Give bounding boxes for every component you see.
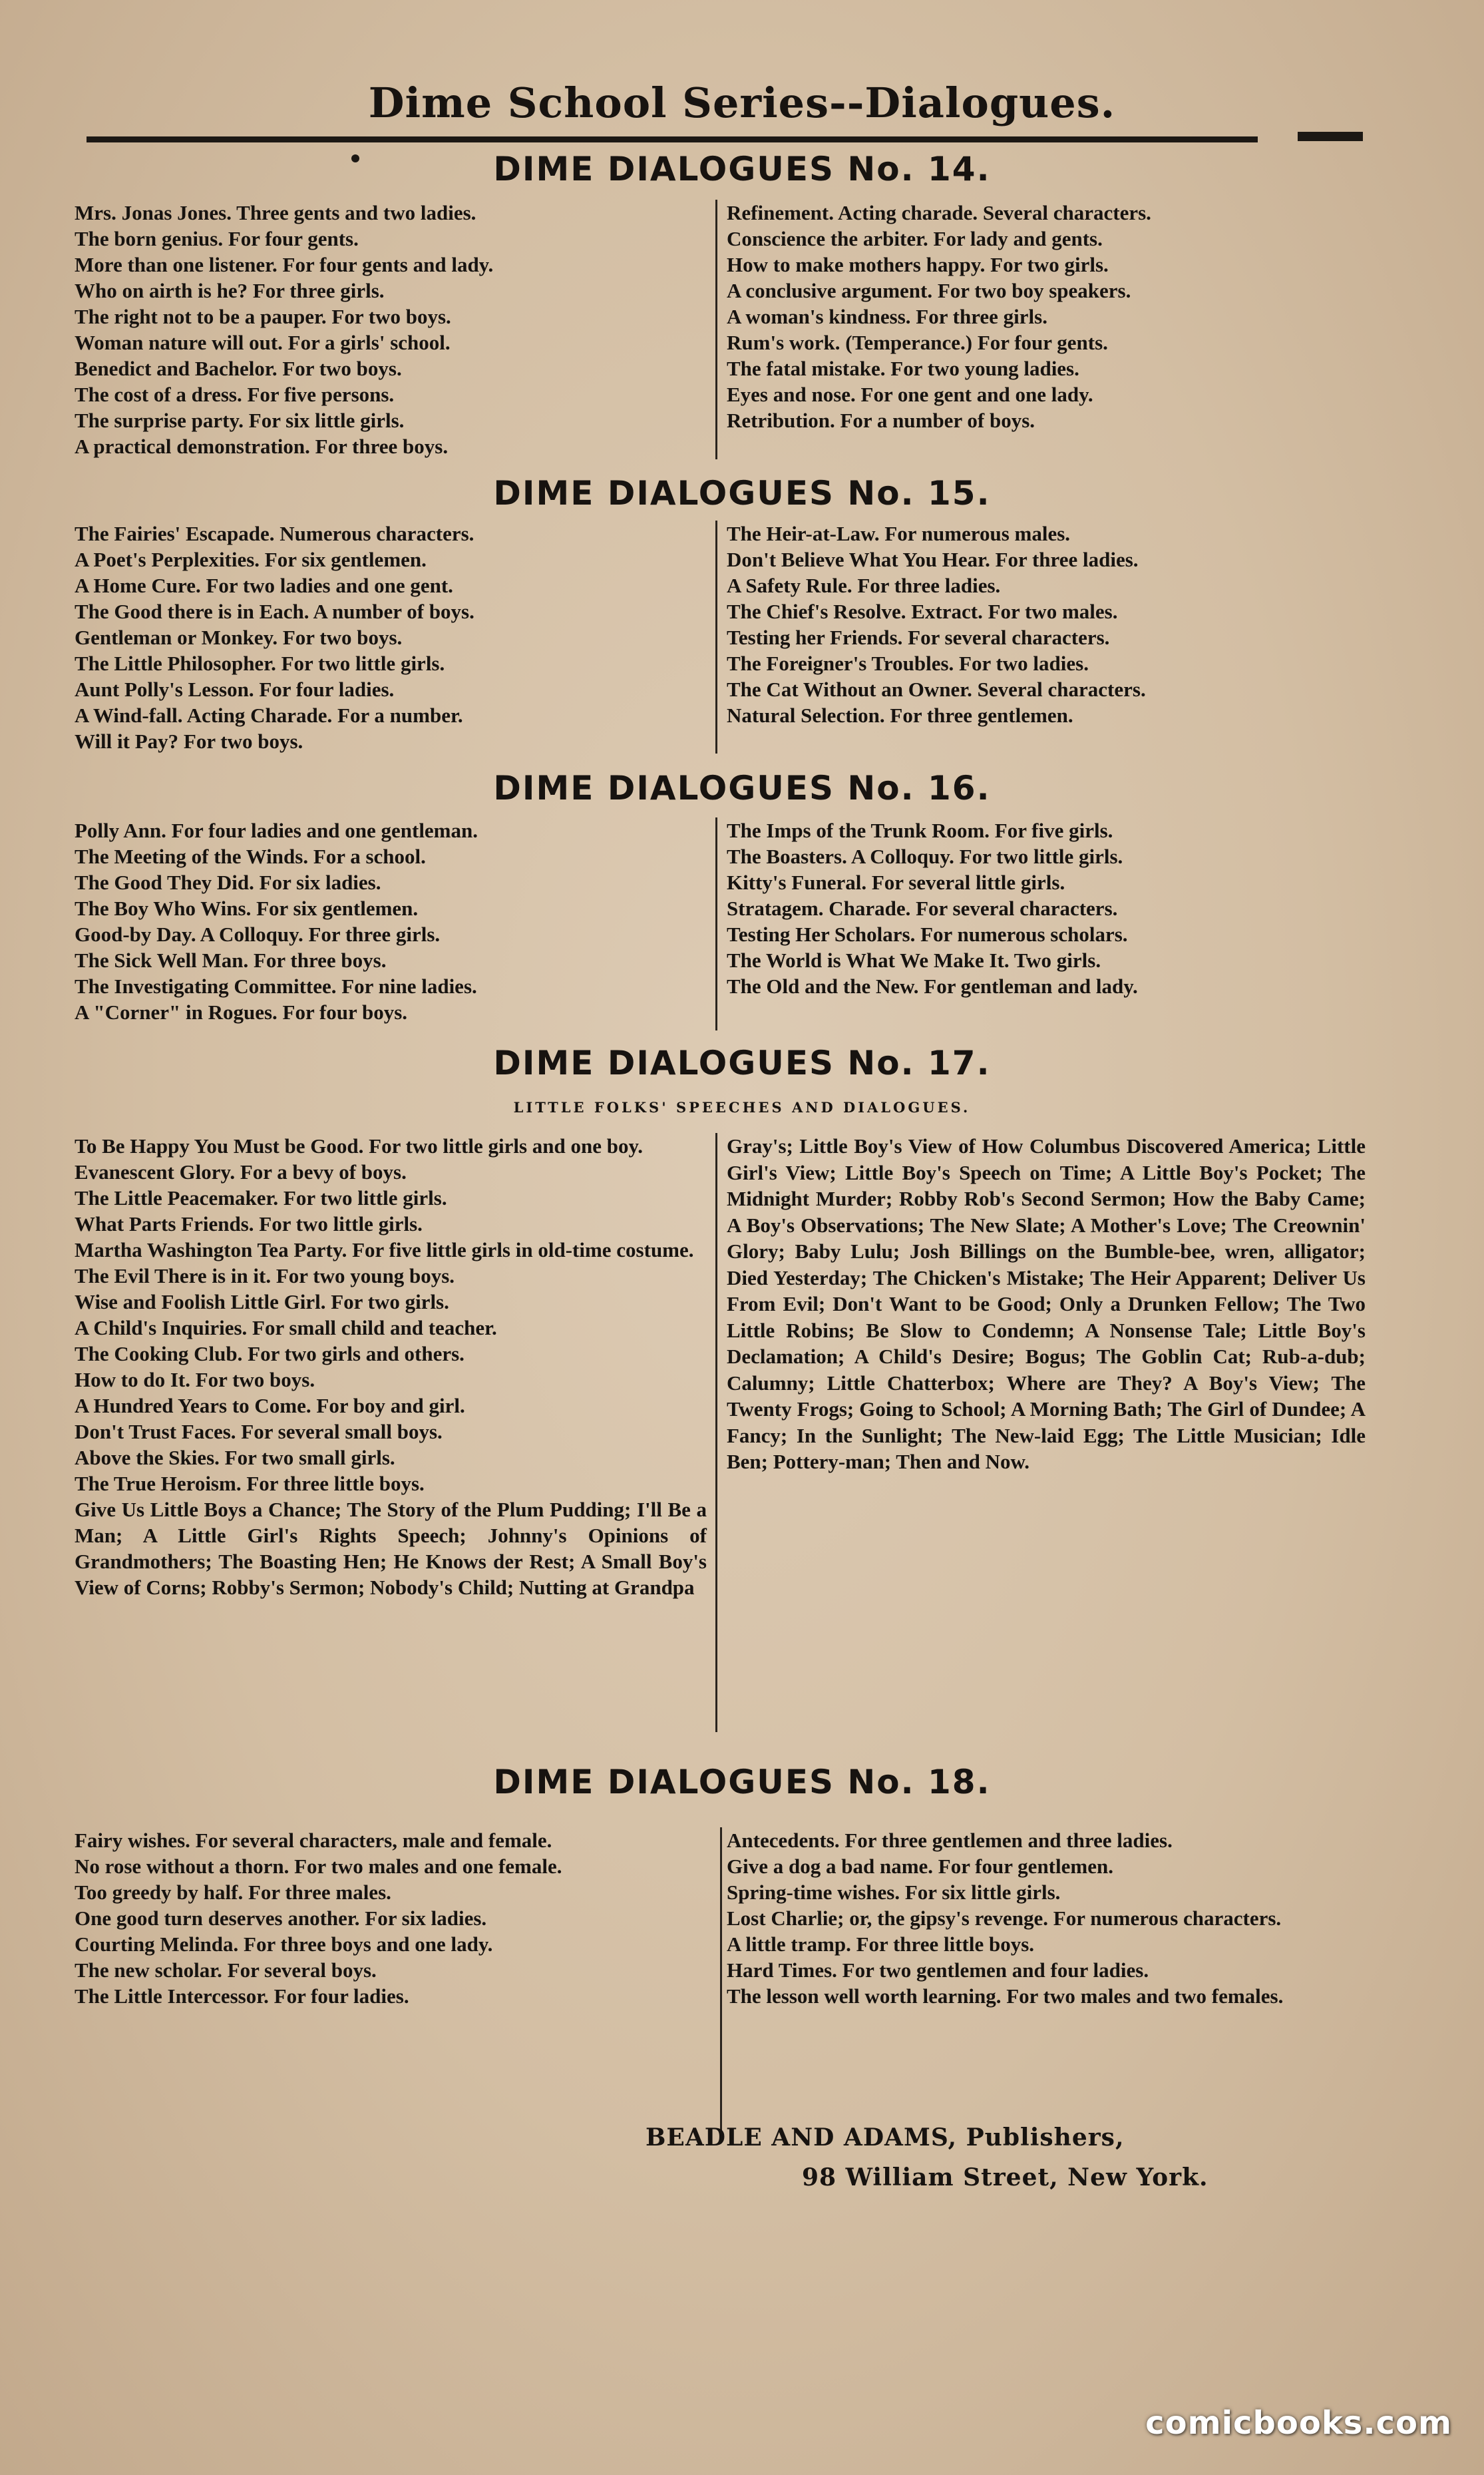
column-divider: [720, 1827, 722, 2134]
list-item: The cost of a dress. For five persons.: [75, 383, 395, 406]
page-header-title: Dime School Series--Dialogues.: [368, 79, 1116, 127]
list-item: How to do It. For two boys.: [75, 1368, 315, 1391]
list-item: The Little Peacemaker. For two little girls.: [75, 1186, 447, 1210]
list-item: The Evil There is in it. For two young boys.: [75, 1264, 455, 1287]
list-item: Fairy wishes. For several characters, male and female.: [75, 1829, 552, 1852]
section-15-left-list: [75, 521, 713, 754]
section-15-right-list: [727, 521, 1392, 728]
list-item: A Poet's Perplexities. For six gentlemen.: [75, 548, 427, 571]
list-item: Natural Selection. For three gentlemen.: [727, 704, 1073, 727]
column-divider: [715, 521, 717, 754]
list-item: Don't Believe What You Hear. For three ladies.: [727, 548, 1139, 571]
list-item: A little tramp. For three little boys.: [727, 1932, 1035, 1956]
list-item: The Boy Who Wins. For six gentlemen.: [75, 897, 419, 920]
section-18-left-list: [75, 1827, 710, 2009]
list-item: Polly Ann. For four ladies and one gentleman.: [75, 819, 478, 842]
section-subtitle: LITTLE FOLKS' SPEECHES AND DIALOGUES.: [513, 1099, 971, 1116]
list-item: Spring-time wishes. For six little girls.: [727, 1881, 1061, 1904]
list-item: The Little Intercessor. For four ladies.: [75, 1984, 409, 2008]
list-item: Retribution. For a number of boys.: [727, 409, 1035, 432]
list-item: Courting Melinda. For three boys and one lady.: [75, 1932, 493, 1956]
list-item: Hard Times. For two gentlemen and four ladies.: [727, 1958, 1149, 1982]
list-item: Who on airth is he? For three girls.: [75, 279, 385, 302]
list-item: The fatal mistake. For two young ladies.: [727, 357, 1079, 380]
section-title-14: DIME DIALOGUES No. 14.: [493, 150, 991, 188]
list-item: The right not to be a pauper. For two boys.: [75, 305, 451, 328]
list-item: The Cooking Club. For two girls and others.: [75, 1342, 464, 1365]
list-item: A conclusive argument. For two boy speakers.: [727, 279, 1131, 302]
column-divider: [715, 1133, 717, 1732]
list-item: To Be Happy You Must be Good. For two little girls and one boy.: [75, 1134, 644, 1158]
list-item: The Good there is in Each. A number of boys.: [75, 600, 474, 623]
list-item: A "Corner" in Rogues. For four boys.: [75, 1001, 408, 1024]
section-16-left-list: [75, 817, 713, 1025]
list-item: What Parts Friends. For two little girls.: [75, 1212, 423, 1236]
list-item: Mrs. Jonas Jones. Three gents and two ladies.: [75, 201, 476, 224]
list-item: More than one listener. For four gents and lady.: [75, 253, 494, 276]
list-item: Conscience the arbiter. For lady and gents.: [727, 227, 1103, 250]
list-item: Wise and Foolish Little Girl. For two girls.: [75, 1290, 449, 1313]
list-item: Evanescent Glory. For a bevy of boys.: [75, 1160, 407, 1184]
list-item: The Sick Well Man. For three boys.: [75, 949, 387, 972]
list-item: Kitty's Funeral. For several little girls.: [727, 871, 1065, 894]
publisher-name: BEADLE AND ADAMS, Publishers,: [646, 2124, 1125, 2151]
list-item: Testing her Friends. For several characters.: [727, 626, 1110, 649]
list-item: A practical demonstration. For three boys.: [75, 435, 449, 458]
list-item: A Safety Rule. For three ladies.: [727, 574, 1001, 597]
list-item: A Home Cure. For two ladies and one gent.: [75, 574, 453, 597]
list-item: The Cat Without an Owner. Several characters.: [727, 678, 1146, 701]
list-item: The born genius. For four gents.: [75, 227, 359, 250]
list-item: The Fairies' Escapade. Numerous characters.: [75, 522, 474, 545]
list-item: A Wind-fall. Acting Charade. For a number.: [75, 704, 463, 727]
header-rule: [87, 136, 1258, 142]
list-item: Too greedy by half. For three males.: [75, 1881, 391, 1904]
list-item: The new scholar. For several boys.: [75, 1958, 377, 1982]
list-item: Give Us Little Boys a Chance; The Story of the Plum Pudding; I'll Be a Man; A Little Girl's Rights Speech; Johnny's Opinions of Grandmothers; The Boasting Hen; He Knows der Rest; A Small Boy's View of Corns; Robby's Sermon; Nobody's Child; Nutting at Grandpa: [75, 1498, 707, 1599]
list-item: Lost Charlie; or, the gipsy's revenge. For numerous characters.: [727, 1907, 1282, 1930]
site-watermark: comicbooks.com: [1145, 2404, 1452, 2442]
section-17-paragraph: Gray's; Little Boy's View of How Columbus Discovered America; Little Girl's View; Little Boy's Speech on Time; A Little Boy's Pocket; The Midnight Murder; Robby Rob's Second Sermon; How the Baby Came; A Boy's Observations; The New Slate; A Mother's Love; The Creownin' Glory; Baby Lulu; Josh Billings on the Bumble-bee, wren, alligator; Died Yesterday; The Chicken's Mistake; The Heir Apparent; Deliver Us From Evil; Don't Want to be Good; Only a Drunken Fellow; The Two Little Robins; Be Slow to Condemn; A Nonsense Tale; Little Boy's Declamation; A Child's Desire; Bogus; The Goblin Cat; Rub-a-dub; Calumny; Little Chatterbox; Where are They? A Boy's View; The Twenty Frogs; Going to School; A Morning Bath; The Girl of Dundee; A Fancy; In the Sunlight; The New-laid Egg; The Little Musician; Idle Ben; Pottery-man; Then and Now.: [727, 1134, 1366, 1473]
column-divider: [715, 200, 717, 459]
list-item: Good-by Day. A Colloquy. For three girls.: [75, 923, 441, 946]
list-item: A Hundred Years to Come. For boy and girl.: [75, 1394, 465, 1417]
list-item: The Chief's Resolve. Extract. For two males.: [727, 600, 1118, 623]
list-item: One good turn deserves another. For six ladies.: [75, 1907, 487, 1930]
list-item: The Boasters. A Colloquy. For two little girls.: [727, 845, 1123, 868]
section-16-right-list: [727, 817, 1392, 999]
section-14-left-list: [75, 200, 713, 459]
list-item: The Heir-at-Law. For numerous males.: [727, 522, 1071, 545]
list-item: The Investigating Committee. For nine ladies.: [75, 975, 477, 998]
list-item: The Foreigner's Troubles. For two ladies.: [727, 652, 1089, 675]
list-item: A woman's kindness. For three girls.: [727, 305, 1047, 328]
list-item: Above the Skies. For two small girls.: [75, 1446, 395, 1469]
list-item: The Meeting of the Winds. For a school.: [75, 845, 426, 868]
list-item: Don't Trust Faces. For several small boys.: [75, 1420, 443, 1443]
column-divider: [715, 817, 717, 1030]
section-title-17: DIME DIALOGUES No. 17.: [493, 1044, 991, 1082]
list-item: The World is What We Make It. Two girls.: [727, 949, 1101, 972]
section-17-left-list: [75, 1133, 707, 1600]
list-item: How to make mothers happy. For two girls.: [727, 253, 1109, 276]
list-item: The True Heroism. For three little boys.: [75, 1472, 425, 1495]
list-item: The Old and the New. For gentleman and lady.: [727, 975, 1138, 998]
section-18-right-list: [727, 1827, 1366, 2009]
list-item: Refinement. Acting charade. Several characters.: [727, 201, 1151, 224]
list-item: Martha Washington Tea Party. For five little girls in old-time costume.: [75, 1238, 694, 1261]
list-item: The Imps of the Trunk Room. For five girls.: [727, 819, 1113, 842]
list-item: Aunt Polly's Lesson. For four ladies.: [75, 678, 395, 701]
list-item: The Little Philosopher. For two little girls.: [75, 652, 445, 675]
section-title-18: DIME DIALOGUES No. 18.: [493, 1763, 991, 1801]
list-item: Benedict and Bachelor. For two boys.: [75, 357, 402, 380]
list-item: The surprise party. For six little girls.: [75, 409, 405, 432]
list-item: Antecedents. For three gentlemen and three ladies.: [727, 1829, 1173, 1852]
list-item: The Good They Did. For six ladies.: [75, 871, 381, 894]
section-title-16: DIME DIALOGUES No. 16.: [493, 769, 991, 807]
list-item: No rose without a thorn. For two males and one female.: [75, 1855, 562, 1878]
section-title-15: DIME DIALOGUES No. 15.: [493, 474, 991, 513]
list-item: Eyes and nose. For one gent and one lady.: [727, 383, 1093, 406]
list-item: A Child's Inquiries. For small child and teacher.: [75, 1316, 497, 1339]
list-item: The lesson well worth learning. For two males and two females.: [727, 1984, 1284, 2008]
list-item: Testing Her Scholars. For numerous scholars.: [727, 923, 1128, 946]
header-rule-end: [1298, 132, 1363, 141]
list-item: Give a dog a bad name. For four gentlemen.: [727, 1855, 1113, 1878]
list-item: Will it Pay? For two boys.: [75, 730, 303, 753]
list-item: Stratagem. Charade. For several characters.: [727, 897, 1118, 920]
publisher-address: 98 William Street, New York.: [802, 2163, 1208, 2191]
list-item: Rum's work. (Temperance.) For four gents.: [727, 331, 1108, 354]
list-item: Gentleman or Monkey. For two boys.: [75, 626, 403, 649]
list-item: Woman nature will out. For a girls' school.: [75, 331, 451, 354]
section-14-right-list: [727, 200, 1392, 433]
